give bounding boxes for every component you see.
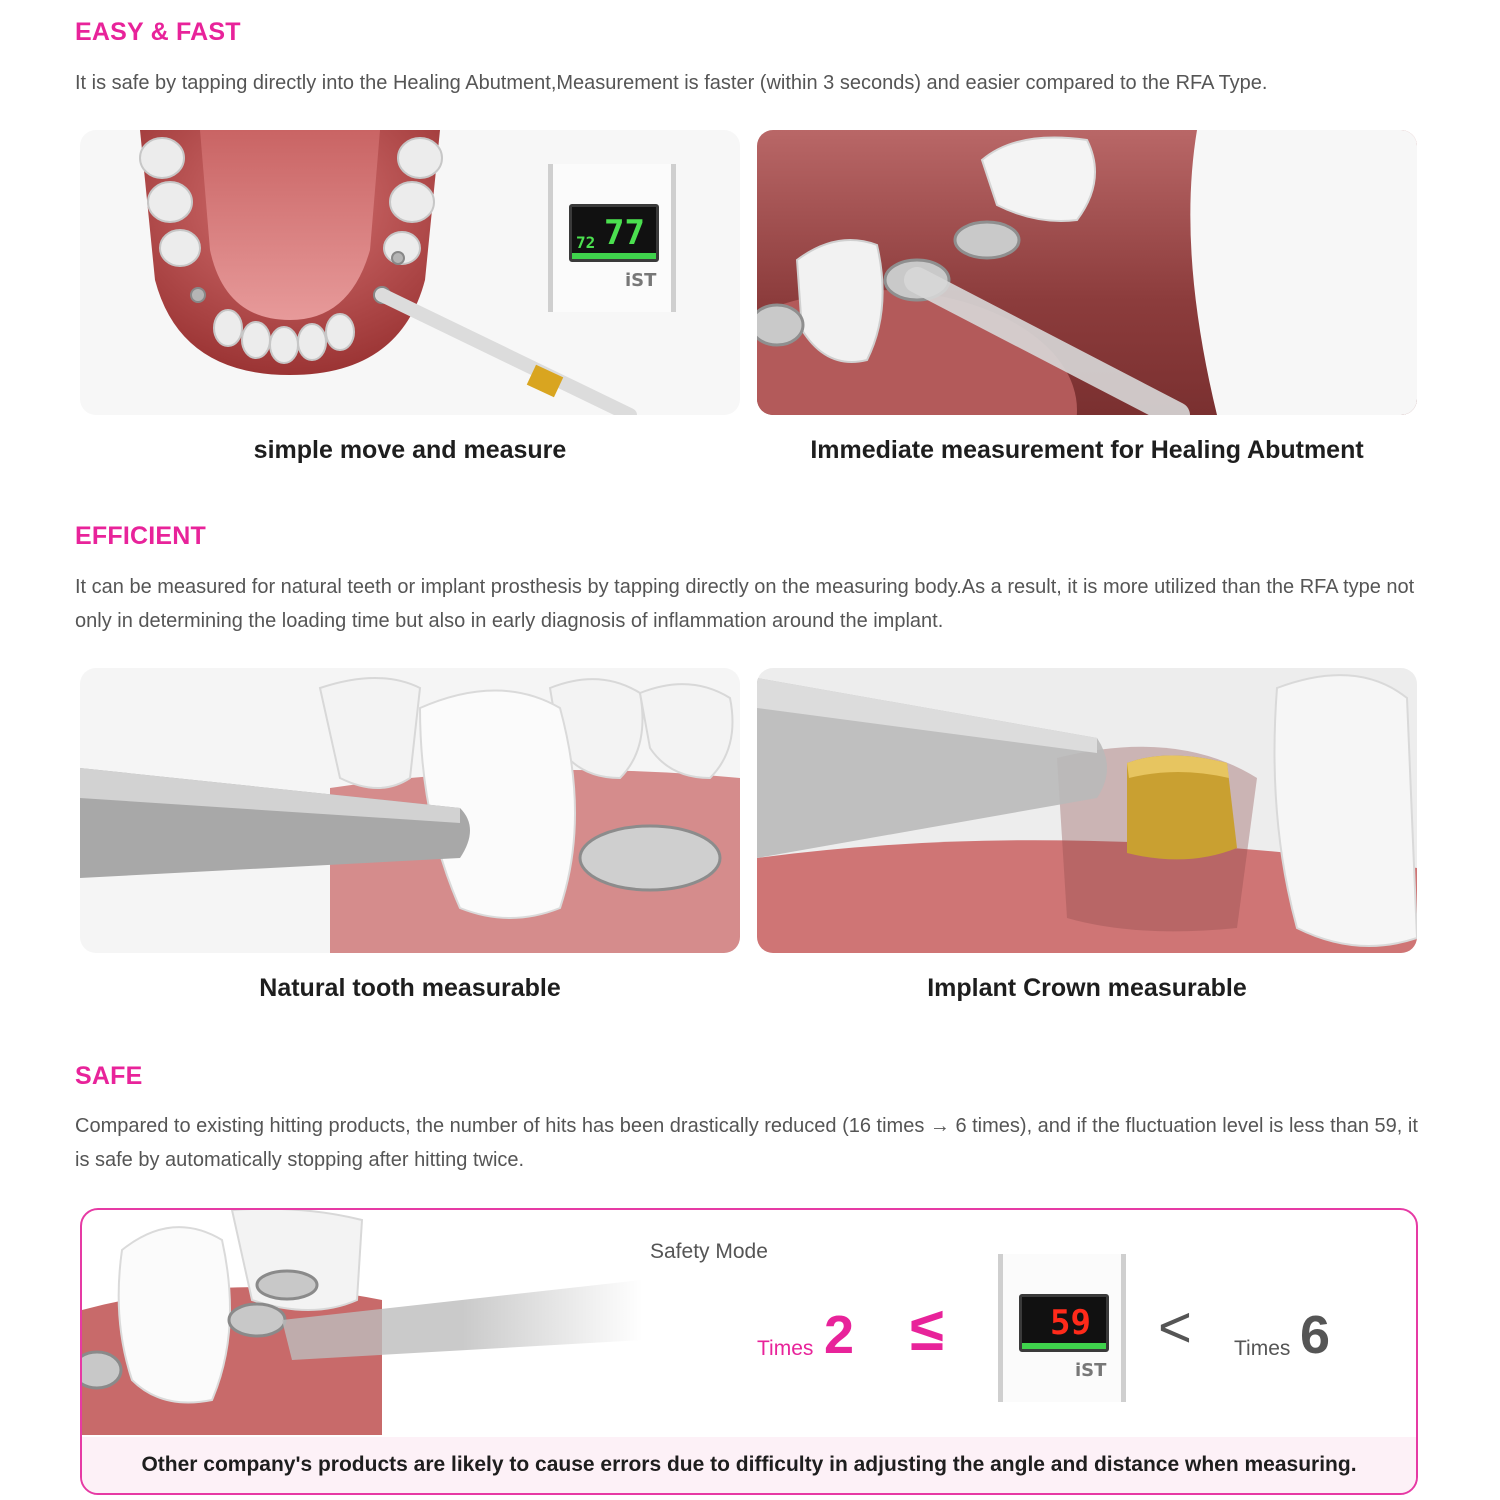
left-times-value: 2 — [824, 1305, 855, 1365]
device-brand-logo: iST — [625, 270, 657, 291]
right-times-label: Times — [1234, 1337, 1291, 1360]
section-title-easy-fast: EASY & FAST — [75, 18, 241, 46]
safety-measuring-device — [998, 1254, 1126, 1402]
section-description-easy-fast: It is safe by tapping directly into the Healing Abutment,Measurement is faster (within 3 seconds) and easier compared to the RFA Type. — [75, 72, 1268, 94]
safety-device-screen — [1019, 1294, 1109, 1352]
caption-simple-move: simple move and measure — [253, 436, 567, 464]
image-implant-crown — [757, 668, 1417, 953]
device-big-reading: 77 — [604, 213, 645, 253]
less-than-symbol: < — [1158, 1295, 1192, 1360]
safety-mode-panel — [80, 1208, 1418, 1495]
device-screen — [569, 204, 659, 262]
caption-healing-abutment: Immediate measurement for Healing Abutment — [810, 436, 1364, 464]
right-times-value: 6 — [1300, 1305, 1331, 1365]
caption-natural-tooth: Natural tooth measurable — [259, 974, 561, 1002]
section-description-safe: Compared to existing hitting products, the number of hits has been drastically reduced (16 times → 6 times), and if the fluctuation level is less than 59, it is safe by automatically stopping after hitting twice. — [75, 1115, 1418, 1171]
safety-device-reading: 59 — [1050, 1303, 1091, 1343]
safety-device-brand-logo: iST — [1075, 1360, 1107, 1381]
safety-panel-footer: Other company's products are likely to cause errors due to difficulty in adjusting the angle and distance when measuring. — [82, 1437, 1416, 1493]
safety-mode-label: Safety Mode — [650, 1240, 768, 1263]
section-title-efficient: EFFICIENT — [75, 522, 206, 550]
image-natural-tooth — [80, 668, 740, 953]
less-or-equal-symbol: ≤ — [910, 1295, 945, 1364]
left-times-label: Times — [757, 1337, 814, 1360]
section-title-safe: SAFE — [75, 1062, 143, 1090]
image-simple-move-and-measure — [80, 130, 740, 415]
measuring-device — [548, 164, 676, 312]
image-safety-illustration — [82, 1210, 642, 1435]
image-healing-abutment — [757, 130, 1417, 415]
section-description-efficient: It can be measured for natural teeth or implant prosthesis by tapping directly on the measuring body.As a result, it is more utilized than the RFA type not only in determining the loading time but also in early diagnosis of inflammation around the implant. — [75, 576, 1415, 632]
caption-implant-crown: Implant Crown measurable — [927, 974, 1247, 1002]
device-small-reading: 72 — [576, 233, 596, 252]
